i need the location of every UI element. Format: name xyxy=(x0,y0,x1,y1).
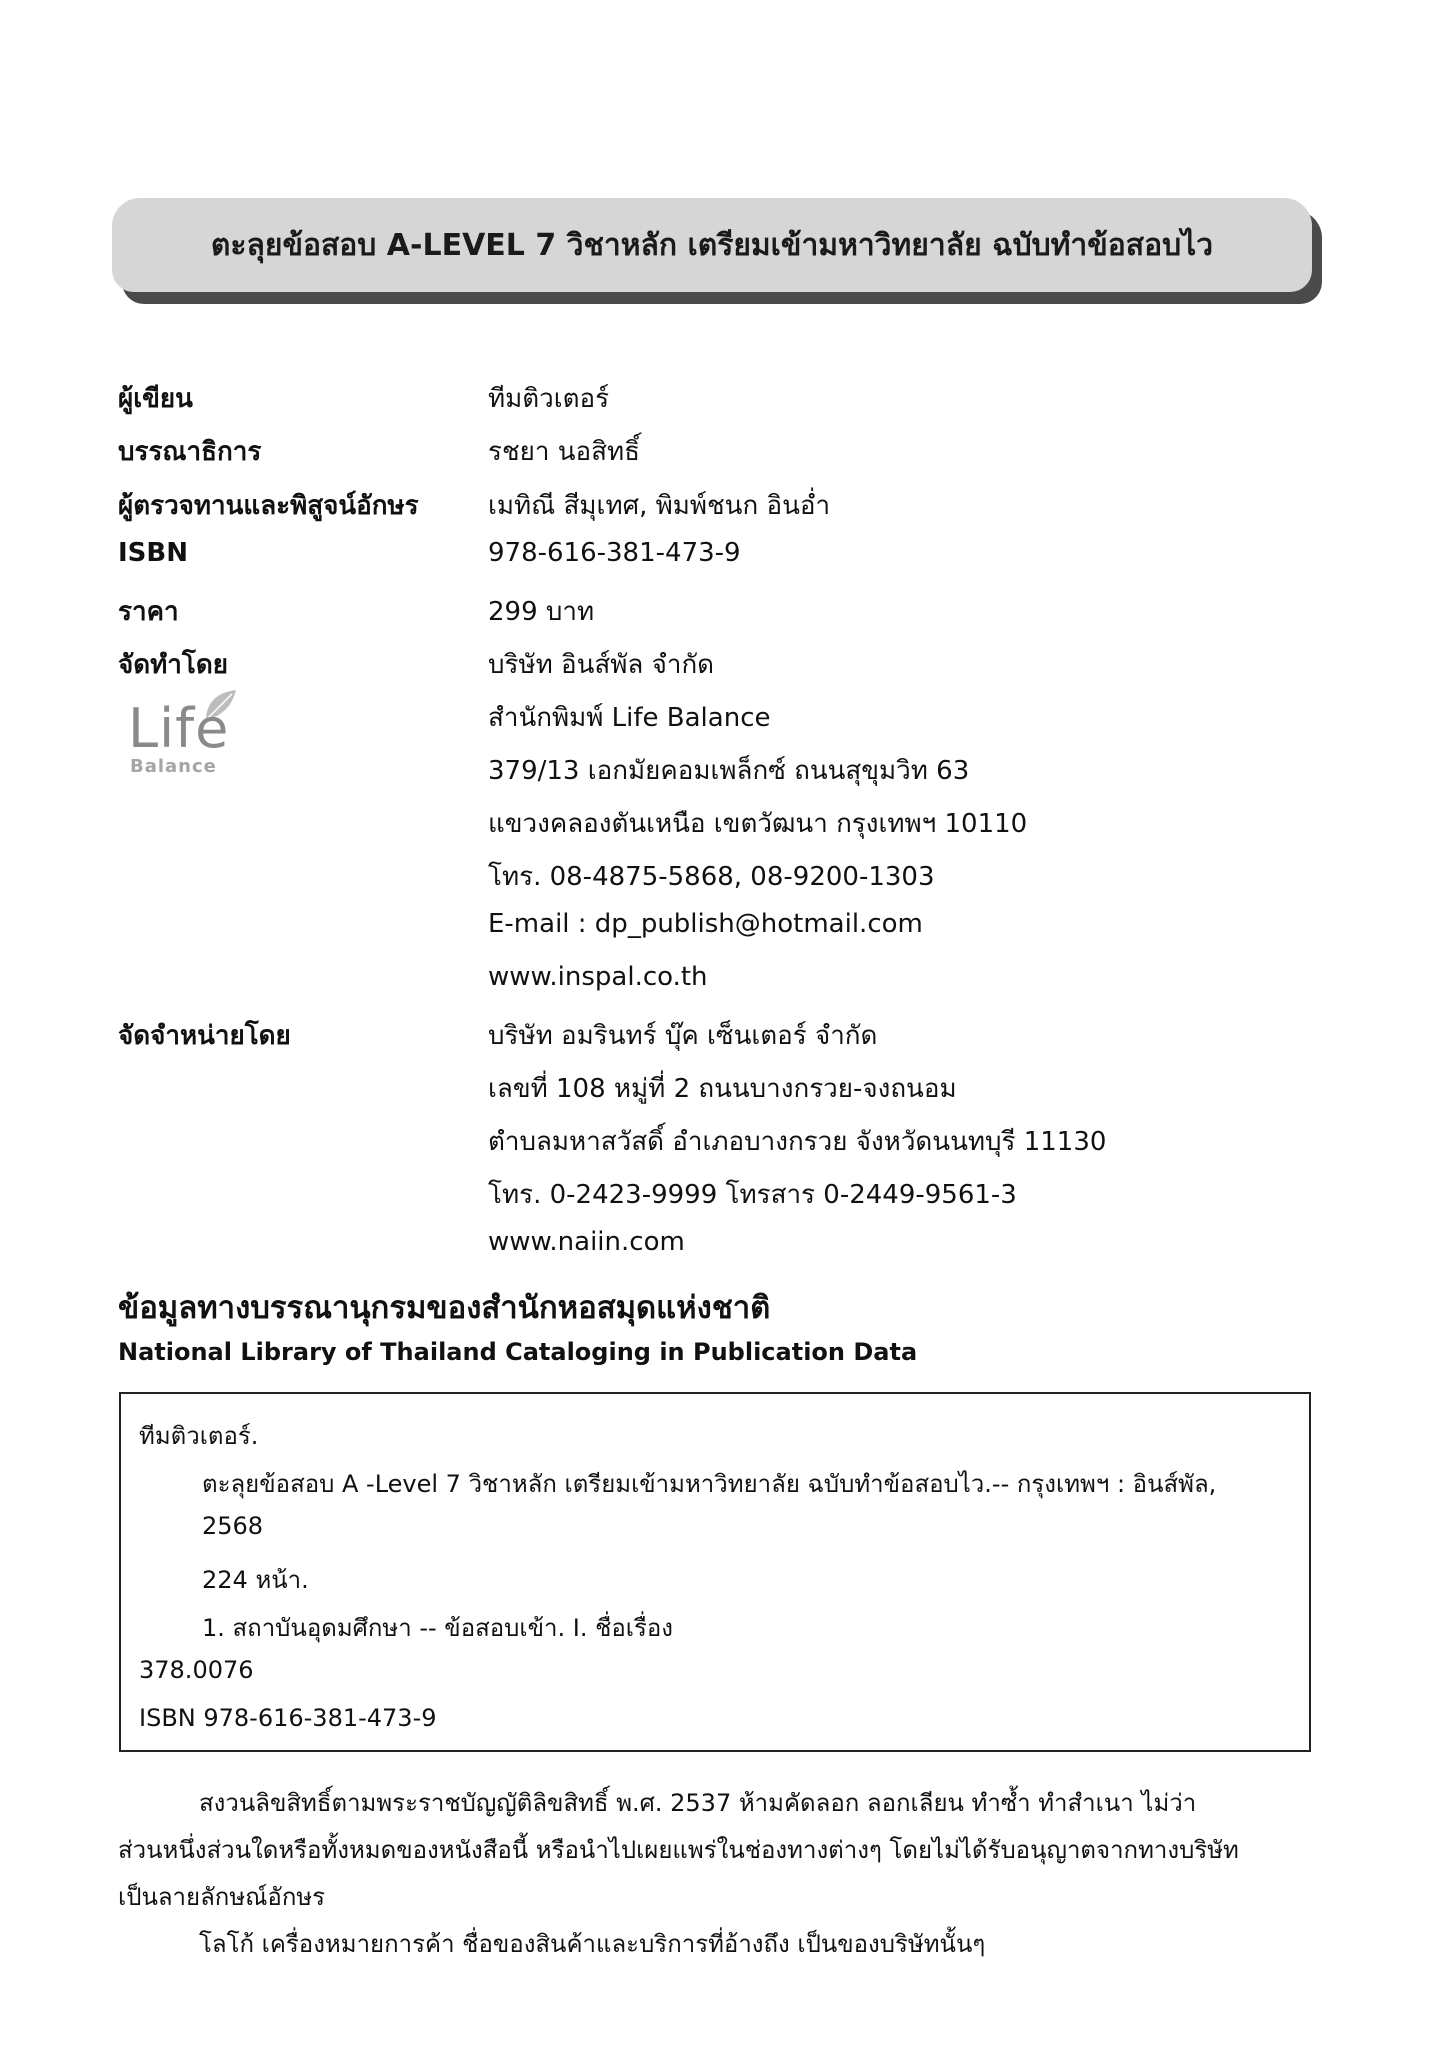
credit-label: ISBN xyxy=(118,538,188,568)
credit-value: 978-616-381-473-9 xyxy=(488,538,741,568)
credit-label: จัดทำโดย xyxy=(118,650,228,680)
producer-line: แขวงคลองตันเหนือ เขตวัฒนา กรุงเทพฯ 10110 xyxy=(488,809,1028,839)
trademark-line: โลโก้ เครื่องหมายการค้า ชื่อของสินค้าและบริการที่อ้างถึง เป็นของบริษัทนั้นๆ xyxy=(199,1930,986,1958)
credit-value: รชยา นอสิทธิ์ xyxy=(488,437,640,467)
producer-email: E-mail : dp_publish@hotmail.com xyxy=(488,909,923,939)
logo-sub: Balance xyxy=(130,756,217,777)
producer-line: สำนักพิมพ์ Life Balance xyxy=(488,703,771,733)
cip-classification: 378.0076 xyxy=(139,1656,254,1684)
logo-word: Life xyxy=(128,697,230,760)
cip-heading-english: National Library of Thailand Cataloging in Publication Data xyxy=(118,1338,918,1366)
credit-row-producer xyxy=(118,644,1318,684)
credit-label: ผู้เขียน xyxy=(118,384,193,414)
credit-row-author xyxy=(118,378,1318,418)
distributor-line: ตำบลมหาสวัสดิ์ อำเภอบางกรวย จังหวัดนนทบุรี 11130 xyxy=(488,1127,1107,1157)
copyright-line: เป็นลายลักษณ์อักษร xyxy=(118,1883,326,1911)
credit-value: เมทิณี สีมุเทศ, พิมพ์ชนก อินอ่ำ xyxy=(488,491,831,521)
distributor-website: www.naiin.com xyxy=(488,1227,685,1257)
life-balance-logo xyxy=(128,688,238,784)
distributor-line: โทร. 0-2423-9999 โทรสาร 0-2449-9561-3 xyxy=(488,1180,1017,1210)
credit-label: ผู้ตรวจทานและพิสูจน์อักษร xyxy=(118,491,419,521)
cip-isbn: ISBN 978-616-381-473-9 xyxy=(139,1704,437,1732)
copyright-line: ส่วนหนึ่งส่วนใดหรือทั้งหมดของหนังสือนี้ หรือนำไปเผยแพร่ในช่องทางต่างๆ โดยไม่ได้รับอนุญาตจากทางบริษัท xyxy=(118,1836,1239,1864)
title-banner xyxy=(112,198,1322,304)
distributor-value: บริษัท อมรินทร์ บุ๊ค เซ็นเตอร์ จำกัด xyxy=(488,1021,878,1051)
producer-line: โทร. 08-4875-5868, 08-9200-1303 xyxy=(488,862,935,892)
cip-title: ตะลุยข้อสอบ A -Level 7 วิชาหลัก เตรียมเข้ามหาวิทยาลัย ฉบับทำข้อสอบไว.-- กรุงเทพฯ : อินส์พัล, xyxy=(202,1470,1217,1498)
credit-value: บริษัท อินส์พัล จำกัด xyxy=(488,650,715,680)
distributor-line: เลขที่ 108 หมู่ที่ 2 ถนนบางกรวย-จงถนอม xyxy=(488,1074,957,1104)
credit-row-proofreader xyxy=(118,485,1318,525)
credit-row-editor xyxy=(118,431,1318,471)
credit-label: ราคา xyxy=(118,597,179,627)
credit-row-price xyxy=(118,591,1318,631)
cip-year: 2568 xyxy=(202,1512,264,1540)
credit-label: บรรณาธิการ xyxy=(118,437,262,467)
book-title: ตะลุยข้อสอบ A-LEVEL 7 วิชาหลัก เตรียมเข้ามหาวิทยาลัย ฉบับทำข้อสอบไว xyxy=(112,198,1312,292)
copyright-line: สงวนลิขสิทธิ์ตามพระราชบัญญัติลิขสิทธิ์ พ.ศ. 2537 ห้ามคัดลอก ลอกเลียน ทำซ้ำ ทำสำเนา ไม่ว่า xyxy=(199,1789,1197,1817)
credit-row-isbn xyxy=(118,538,1318,578)
cip-box xyxy=(119,1392,1311,1752)
cip-pages: 224 หน้า. xyxy=(202,1566,309,1594)
cip-subject: 1. สถาบันอุดมศึกษา -- ข้อสอบเข้า. I. ชื่อเรื่อง xyxy=(202,1614,674,1642)
credit-value: 299 บาท xyxy=(488,597,595,627)
producer-line: 379/13 เอกมัยคอมเพล็กซ์ ถนนสุขุมวิท 63 xyxy=(488,756,970,786)
distributor-row xyxy=(118,1015,1318,1055)
cip-author: ทีมติวเตอร์. xyxy=(139,1422,259,1450)
distributor-label: จัดจำหน่ายโดย xyxy=(118,1021,291,1051)
credit-value: ทีมติวเตอร์ xyxy=(488,384,610,414)
producer-website: www.inspal.co.th xyxy=(488,962,708,992)
cip-heading-thai: ข้อมูลทางบรรณานุกรมของสำนักหอสมุดแห่งชาติ xyxy=(118,1290,771,1326)
